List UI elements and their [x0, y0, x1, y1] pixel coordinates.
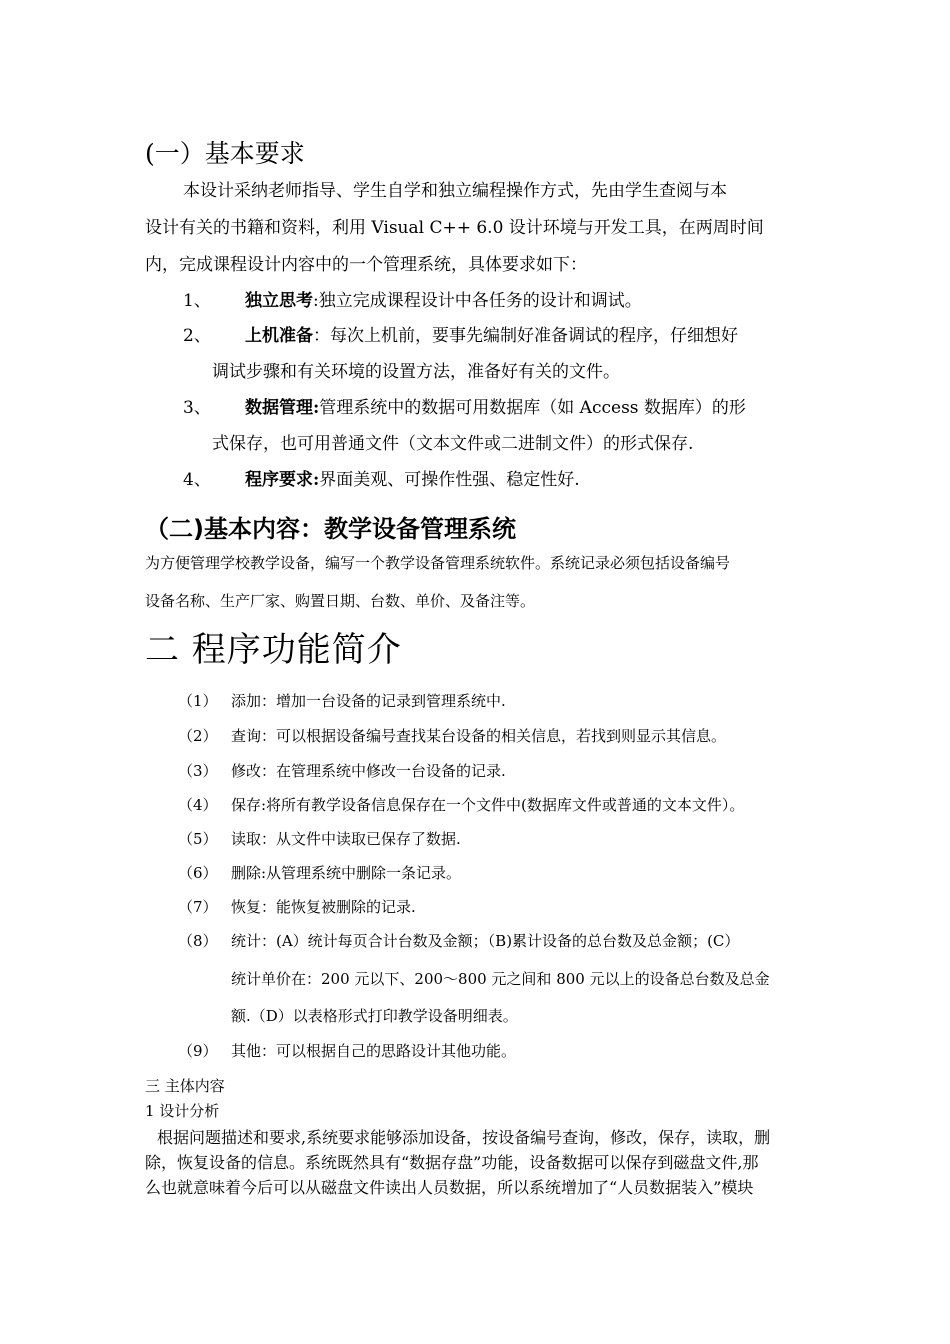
requirement-item	[245, 321, 738, 346]
function-item-text: 其他：可以根据自己的思路设计其他功能。	[231, 1042, 517, 1060]
requirement-text: 管理系统中的数据可用数据库（如 Access 数据库）的形	[319, 398, 746, 418]
requirement-text-continued: 式保存，也可用普通文件（文本文件或二进制文件）的形式保存.	[212, 434, 694, 454]
function-item-text: 查询：可以根据设备编号查找某台设备的相关信息，若找到则显示其信息。	[231, 727, 727, 745]
function-item-number: （2）	[178, 727, 218, 745]
function-item-number: （1）	[178, 692, 218, 710]
subsection-heading-design-analysis: 1 设计分析	[145, 1102, 220, 1120]
analysis-paragraph-line: 么也就意味着今后可以从磁盘文件读出人员数据，所以系统增加了“人员数据装入”模块	[145, 1178, 754, 1197]
function-item-number: （8）	[178, 932, 218, 950]
requirement-term: 独立思考	[245, 291, 313, 311]
section-heading-basic-content: （二)基本内容：教学设备管理系统	[145, 515, 516, 543]
requirement-item	[245, 393, 746, 418]
requirement-item-number: 4、	[183, 470, 211, 490]
function-item-text: 恢复：能恢复被删除的记录.	[231, 898, 416, 916]
chapter-heading-main-content: 三 主体内容	[145, 1077, 225, 1095]
function-item-text-continued: 额.（D）以表格形式打印教学设备明细表。	[231, 1007, 518, 1025]
intro-paragraph-line: 设计有关的书籍和资料，利用 Visual C++ 6.0 设计环境与开发工具，在两周时间	[145, 218, 764, 238]
requirement-term: 数据管理:	[245, 398, 320, 418]
chapter-heading-program-functions: 二 程序功能简介	[145, 630, 402, 670]
requirement-item-number: 2、	[183, 326, 211, 346]
function-item-number: （6）	[178, 864, 218, 882]
requirement-item	[245, 286, 642, 311]
analysis-paragraph-line: 除，恢复设备的信息。系统既然具有“数据存盘”功能，设备数据可以保存到磁盘文件,那	[145, 1153, 759, 1172]
intro-paragraph-line: 本设计采纳老师指导、学生自学和独立编程操作方式，先由学生查阅与本	[183, 181, 727, 201]
function-item-number: （5）	[178, 830, 218, 848]
intro-paragraph-line: 内，完成课程设计内容中的一个管理系统，具体要求如下：	[145, 255, 587, 275]
requirement-term: 程序要求:	[245, 470, 320, 490]
requirement-text: 界面美观、可操作性强、稳定性好.	[319, 470, 580, 490]
content-paragraph-line: 为方便管理学校教学设备，编写一个教学设备管理系统软件。系统记录必须包括设备编号	[145, 554, 731, 572]
content-paragraph-line: 设备名称、生产厂家、购置日期、台数、单价、及备注等。	[145, 592, 536, 610]
requirement-text-continued: 调试步骤和有关环境的设置方法，准备好有关的文件。	[212, 362, 620, 382]
requirement-text: ：每次上机前，要事先编制好准备调试的程序，仔细想好	[313, 326, 738, 346]
function-item-text: 添加：增加一台设备的记录到管理系统中.	[231, 692, 506, 710]
analysis-paragraph-line: 根据问题描述和要求,系统要求能够添加设备，按设备编号查询，修改，保存，读取，删	[157, 1128, 771, 1147]
requirement-term: 上机准备	[245, 326, 313, 346]
function-item-text: 统计：(A）统计每页合计台数及金额；（B)累计设备的总台数及总金额；(C）	[231, 932, 740, 950]
function-item-number: （4）	[178, 796, 218, 814]
function-item-text: 修改：在管理系统中修改一台设备的记录.	[231, 762, 506, 780]
requirement-item-number: 3、	[183, 398, 211, 418]
requirement-item	[245, 465, 580, 490]
requirement-text: :独立完成课程设计中各任务的设计和调试。	[313, 291, 642, 311]
function-item-number: （7）	[178, 898, 218, 916]
function-item-text: 删除:从管理系统中删除一条记录。	[231, 864, 462, 882]
function-item-text-continued: 统计单价在：200 元以下、200～800 元之间和 800 元以上的设备总台数及总金	[231, 970, 770, 988]
function-item-text: 读取：从文件中读取已保存了数据.	[231, 830, 461, 848]
function-item-number: （3）	[178, 762, 218, 780]
requirement-item-number: 1、	[183, 291, 211, 311]
function-item-text: 保存:将所有教学设备信息保存在一个文件中(数据库文件或普通的文本文件）。	[231, 796, 745, 814]
function-item-number: （9）	[178, 1042, 218, 1060]
section-heading-basic-requirements: (一）基本要求	[145, 139, 305, 168]
